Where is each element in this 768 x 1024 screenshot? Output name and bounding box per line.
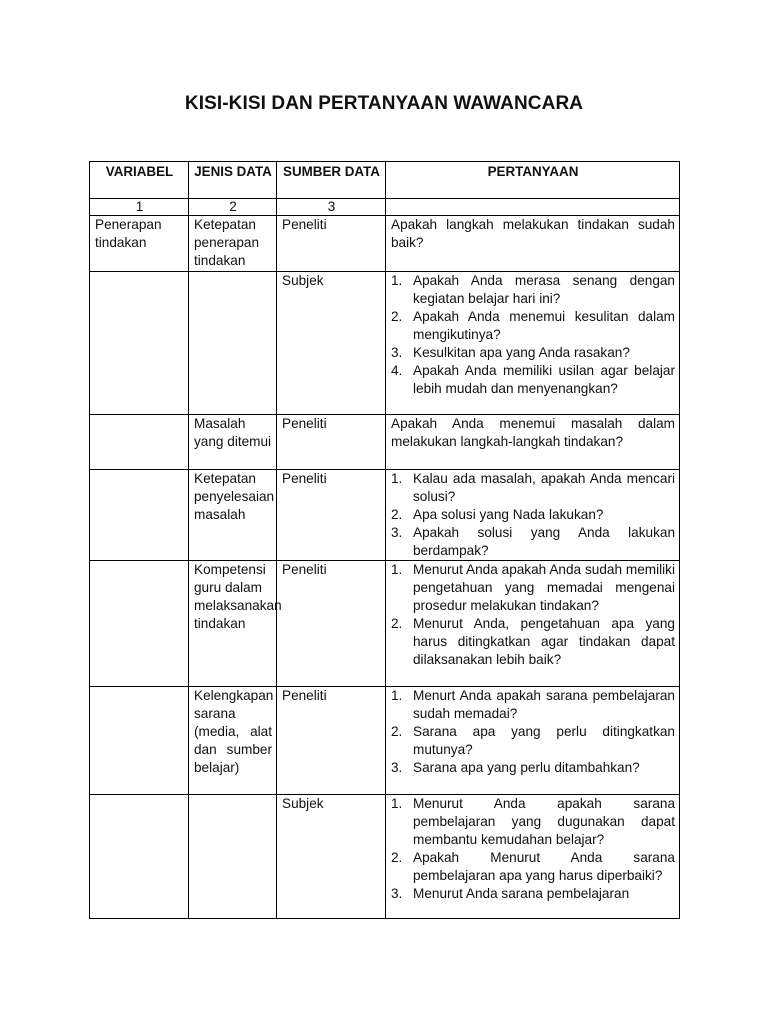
item-text: Menurut Anda, pengetahuan apa yang harus ditingkatkan agar tindakan dapat dilaksanakan lebih baik?: [413, 616, 675, 667]
cell-jenis-data: Ketepatan penerapan tindakan: [189, 216, 277, 272]
list-item: [391, 615, 675, 669]
item-number: 1.: [391, 562, 403, 577]
column-number-row: [90, 199, 680, 216]
cell-pertanyaan: [386, 561, 680, 687]
cell-variabel: [90, 561, 189, 687]
item-text: Menurut Anda apakah sarana pembelajaran yang dugunakan dapat membantu kemudahan belajar?: [413, 796, 675, 847]
cell-sumber-data: Peneliti: [277, 216, 386, 272]
list-item: [391, 795, 675, 849]
item-number: 2.: [391, 507, 403, 522]
cell-pertanyaan: [386, 272, 680, 415]
item-text: Apakah Menurut Anda sarana pembelajaran apa yang harus diperbaiki?: [413, 850, 675, 883]
cell-jenis-data: Ketepatan penyelesaian masalah: [189, 470, 277, 561]
item-text: Kesulkitan apa yang Anda rasakan?: [413, 345, 630, 360]
item-number: 4.: [391, 363, 403, 378]
header-row: [90, 162, 680, 199]
question-list: [391, 687, 675, 777]
header-pertanyaan: PERTANYAAN: [386, 162, 680, 199]
item-text: Sarana apa yang perlu ditambahkan?: [413, 760, 640, 775]
cell-sumber-data: Peneliti: [277, 687, 386, 795]
item-number: 1.: [391, 796, 403, 811]
column-number: [386, 199, 680, 216]
list-item: [391, 759, 675, 777]
column-number: 2: [189, 199, 277, 216]
item-number: 2.: [391, 850, 403, 865]
column-number: 1: [90, 199, 189, 216]
header-variabel: VARIABEL: [90, 162, 189, 199]
cell-variabel: [90, 470, 189, 561]
item-number: 2.: [391, 616, 403, 631]
cell-variabel: [90, 272, 189, 415]
cell-jenis-data: Kompetensi guru dalam melaksanakan tindakan: [189, 561, 277, 687]
list-item: [391, 308, 675, 344]
cell-jenis-data: Masalah yang ditemui: [189, 415, 277, 470]
interview-grid-table: [89, 161, 680, 919]
list-item: [391, 344, 675, 362]
list-item: [391, 561, 675, 615]
cell-pertanyaan: Apakah Anda menemui masalah dalam melakukan langkah-langkah tindakan?: [386, 415, 680, 470]
cell-pertanyaan: Apakah langkah melakukan tindakan sudah baik?: [386, 216, 680, 272]
item-number: 1.: [391, 273, 403, 288]
item-text: Apakah Anda memiliki usilan agar belajar lebih mudah dan menyenangkan?: [413, 363, 675, 396]
item-text: Apakah Anda menemui kesulitan dalam mengikutinya?: [413, 309, 675, 342]
column-number: 3: [277, 199, 386, 216]
table-row: [90, 272, 680, 415]
question-list: [391, 272, 675, 398]
item-text: Menurut Anda apakah Anda sudah memiliki pengetahuan yang memadai mengenai prosedur melakukan tindakan?: [413, 562, 675, 613]
item-number: 1.: [391, 688, 403, 703]
item-text: Sarana apa yang perlu ditingkatkan mutunya?: [413, 724, 675, 757]
cell-sumber-data: Subjek: [277, 272, 386, 415]
table-row: [90, 561, 680, 687]
cell-pertanyaan: [386, 470, 680, 561]
list-item: [391, 524, 675, 560]
list-item: [391, 849, 675, 885]
item-number: 2.: [391, 309, 403, 324]
item-text: Apa solusi yang Nada lakukan?: [413, 507, 604, 522]
cell-jenis-data: Kelengkapan sarana (media, alat dan sumber belajar): [189, 687, 277, 795]
question-list: [391, 470, 675, 560]
cell-variabel: Penerapan tindakan: [90, 216, 189, 272]
item-text: Kalau ada masalah, apakah Anda mencari solusi?: [413, 471, 675, 504]
cell-jenis-data: [189, 272, 277, 415]
document-title: KISI-KISI DAN PERTANYAAN WAWANCARA: [184, 93, 584, 114]
list-item: [391, 272, 675, 308]
item-text: Menurut Anda sarana pembelajaran: [413, 886, 630, 901]
list-item: [391, 723, 675, 759]
item-text: Menurt Anda apakah sarana pembelajaran sudah memadai?: [413, 688, 675, 721]
item-number: 3.: [391, 760, 403, 775]
item-text: Apakah Anda merasa senang dengan kegiatan belajar hari ini?: [413, 273, 675, 306]
table-row: [90, 795, 680, 919]
item-number: 3.: [391, 345, 403, 360]
header-jenis-data: JENIS DATA: [189, 162, 277, 199]
question-list: [391, 795, 675, 903]
list-item: [391, 470, 675, 506]
cell-jenis-data: [189, 795, 277, 919]
cell-variabel: [90, 687, 189, 795]
item-number: 1.: [391, 471, 403, 486]
item-number: 2.: [391, 724, 403, 739]
table-row: [90, 470, 680, 561]
cell-variabel: [90, 795, 189, 919]
cell-sumber-data: Peneliti: [277, 415, 386, 470]
list-item: [391, 687, 675, 723]
table-row: [90, 415, 680, 470]
cell-variabel: [90, 415, 189, 470]
cell-pertanyaan: [386, 687, 680, 795]
item-number: 3.: [391, 886, 403, 901]
list-item: [391, 362, 675, 398]
list-item: [391, 885, 675, 903]
table-row: [90, 216, 680, 272]
cell-sumber-data: Peneliti: [277, 470, 386, 561]
list-item: [391, 506, 675, 524]
header-sumber-data: SUMBER DATA: [277, 162, 386, 199]
cell-sumber-data: Subjek: [277, 795, 386, 919]
item-number: 3.: [391, 525, 403, 540]
table-row: [90, 687, 680, 795]
cell-sumber-data: Peneliti: [277, 561, 386, 687]
question-list: [391, 561, 675, 669]
item-text: Apakah solusi yang Anda lakukan berdampak?: [413, 525, 675, 558]
cell-pertanyaan: [386, 795, 680, 919]
